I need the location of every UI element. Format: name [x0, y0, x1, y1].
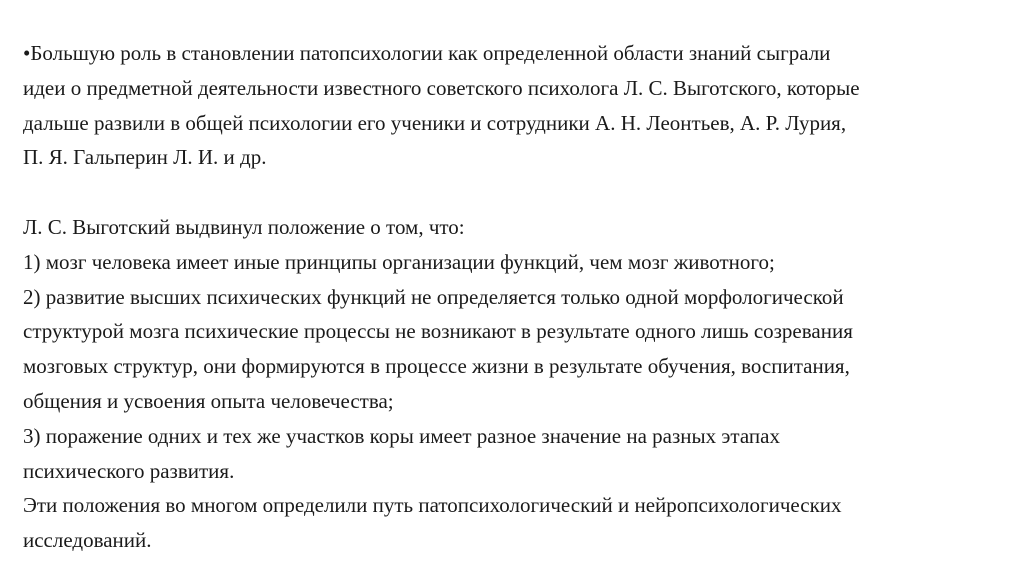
paragraph-spacer — [23, 175, 1013, 210]
body-line-2: 1) мозг человека имеет иные принципы организации функций, чем мозг животного; — [23, 249, 775, 274]
intro-line-1 — [23, 36, 1013, 71]
body-line-7: 3) поражение одних и тех же участков коры имеет разное значение на разных этапах — [23, 423, 780, 448]
body-line-9: Эти положения во многом определили путь патопсихологический и нейропсихологических — [23, 493, 842, 518]
body-line-1: Л. С. Выготский выдвинул положение о том, что: — [23, 214, 465, 239]
slide-text-block — [23, 36, 1013, 558]
intro-line-2: идеи о предметной деятельности известного советского психолога Л. С. Выготского, которые — [23, 75, 860, 100]
body-line-4: структурой мозга психические процессы не возникают в результате одного лишь созревания — [23, 319, 853, 344]
intro-line-3: дальше развили в общей психологии его ученики и сотрудники А. Н. Леонтьев, А. Р. Лурия, — [23, 110, 847, 135]
body-line-6: общения и усвоения опыта человечества; — [23, 388, 394, 413]
body-line-8: психического развития. — [23, 458, 235, 483]
body-line-10: исследований. — [23, 528, 152, 553]
bullet-marker: • — [23, 41, 31, 65]
body-line-5: мозговых структур, они формируются в процессе жизни в результате обучения, воспитания, — [23, 354, 850, 379]
body-line-3: 2) развитие высших психических функций не определяется только одной морфологической — [23, 284, 844, 309]
intro-line-1-text: Большую роль в становлении патопсихологии как определенной области знаний сыграли — [30, 41, 831, 65]
intro-line-4: П. Я. Гальперин Л. И. и др. — [23, 145, 267, 170]
